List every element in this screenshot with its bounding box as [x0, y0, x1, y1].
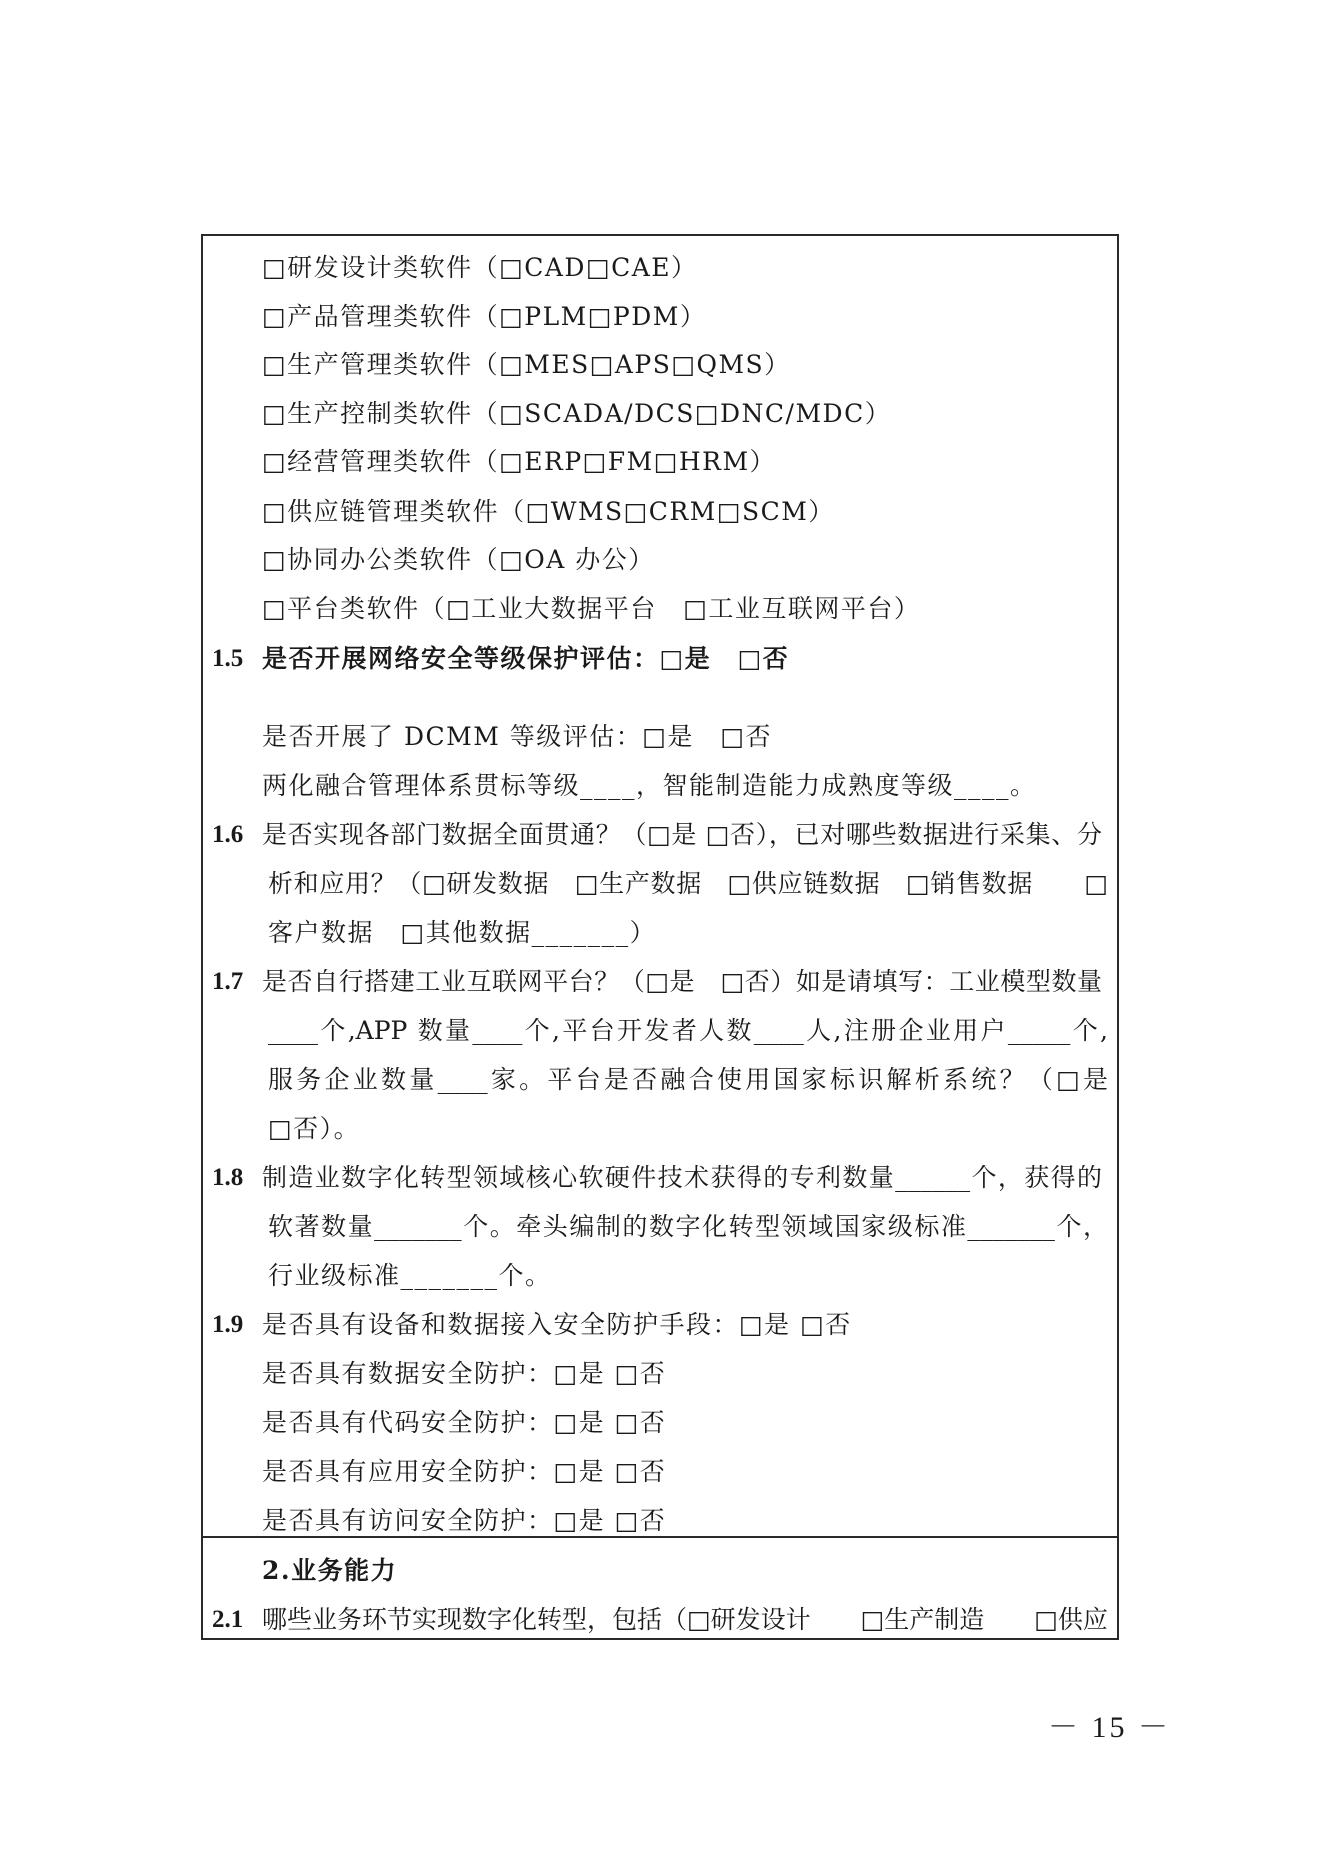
question-1-6-line2: 析和应用？（□研发数据 □生产数据 □供应链数据 □销售数据 □ [268, 869, 1108, 898]
question-1-8-line2: 软著数量_______个。牵头编制的数字化转型领域国家级标准_______个， [268, 1212, 1108, 1241]
section-number: 1.6 [212, 821, 244, 848]
question-1-9-line3: 是否具有代码安全防护：□是 □否 [262, 1408, 667, 1437]
section-divider [201, 1536, 1119, 1538]
section-number: 1.7 [212, 968, 244, 995]
question-1-6-line1: 是否实现各部门数据全面贯通？（□是 □否），已对哪些数据进行采集、分 [262, 820, 1102, 849]
question-1-9-line4: 是否具有应用安全防护：□是 □否 [262, 1457, 667, 1486]
section-number: 2.1 [212, 1606, 244, 1633]
section-heading-business: 2.业务能力 [262, 1556, 398, 1585]
question-1-9-line1: 是否具有设备和数据接入安全防护手段：□是 □否 [262, 1310, 852, 1339]
section-number: 1.5 [212, 645, 244, 672]
software-item-supply-chain: □供应链管理类软件（□WMS□CRM□SCM） [262, 497, 835, 526]
software-item-business-mgmt: □经营管理类软件（□ERP□FM□HRM） [262, 447, 777, 476]
question-1-9-line5: 是否具有访问安全防护：□是 □否 [262, 1506, 667, 1535]
question-integration-level: 两化融合管理体系贯标等级____，智能制造能力成熟度等级____。 [262, 771, 1037, 800]
question-1-5: 是否开展网络安全等级保护评估：□是 □否 [262, 644, 790, 673]
question-1-7-line1: 是否自行搭建工业互联网平台？（□是 □否）如是请填写：工业模型数量 [262, 967, 1102, 996]
software-item-office: □协同办公类软件（□OA 办公） [262, 545, 655, 574]
question-1-8-line3: 行业级标准_______个。 [268, 1261, 552, 1290]
software-item-rd: □研发设计类软件（□CAD□CAE） [262, 253, 698, 282]
question-1-6-line3: 客户数据 □其他数据_______） [268, 918, 657, 947]
software-item-platform: □平台类软件（□工业大数据平台 □工业互联网平台） [262, 594, 921, 623]
question-1-7-line4: □否）。 [268, 1114, 361, 1143]
question-2-1-line1: 哪些业务环节实现数字化转型，包括（□研发设计 □生产制造 □供应 [262, 1605, 1108, 1634]
page-number: － 15 － [1048, 1711, 1171, 1744]
question-dcmm: 是否开展了 DCMM 等级评估：□是 □否 [262, 722, 773, 751]
question-1-8-line1: 制造业数字化转型领域核心软硬件技术获得的专利数量______个，获得的 [262, 1163, 1102, 1192]
section-number: 1.8 [212, 1164, 244, 1191]
software-item-production-mgmt: □生产管理类软件（□MES□APS□QMS） [262, 350, 791, 379]
question-1-7-line3: 服务企业数量____家。平台是否融合使用国家标识解析系统？（□是 [268, 1065, 1108, 1094]
question-1-9-line2: 是否具有数据安全防护：□是 □否 [262, 1359, 667, 1388]
software-item-production-control: □生产控制类软件（□SCADA/DCS□DNC/MDC） [262, 399, 892, 428]
software-item-product: □产品管理类软件（□PLM□PDM） [262, 302, 707, 331]
question-1-7-line2: ____个,APP 数量____个,平台开发者人数____人,注册企业用户_____个, [268, 1016, 1108, 1045]
section-number: 1.9 [212, 1311, 244, 1338]
